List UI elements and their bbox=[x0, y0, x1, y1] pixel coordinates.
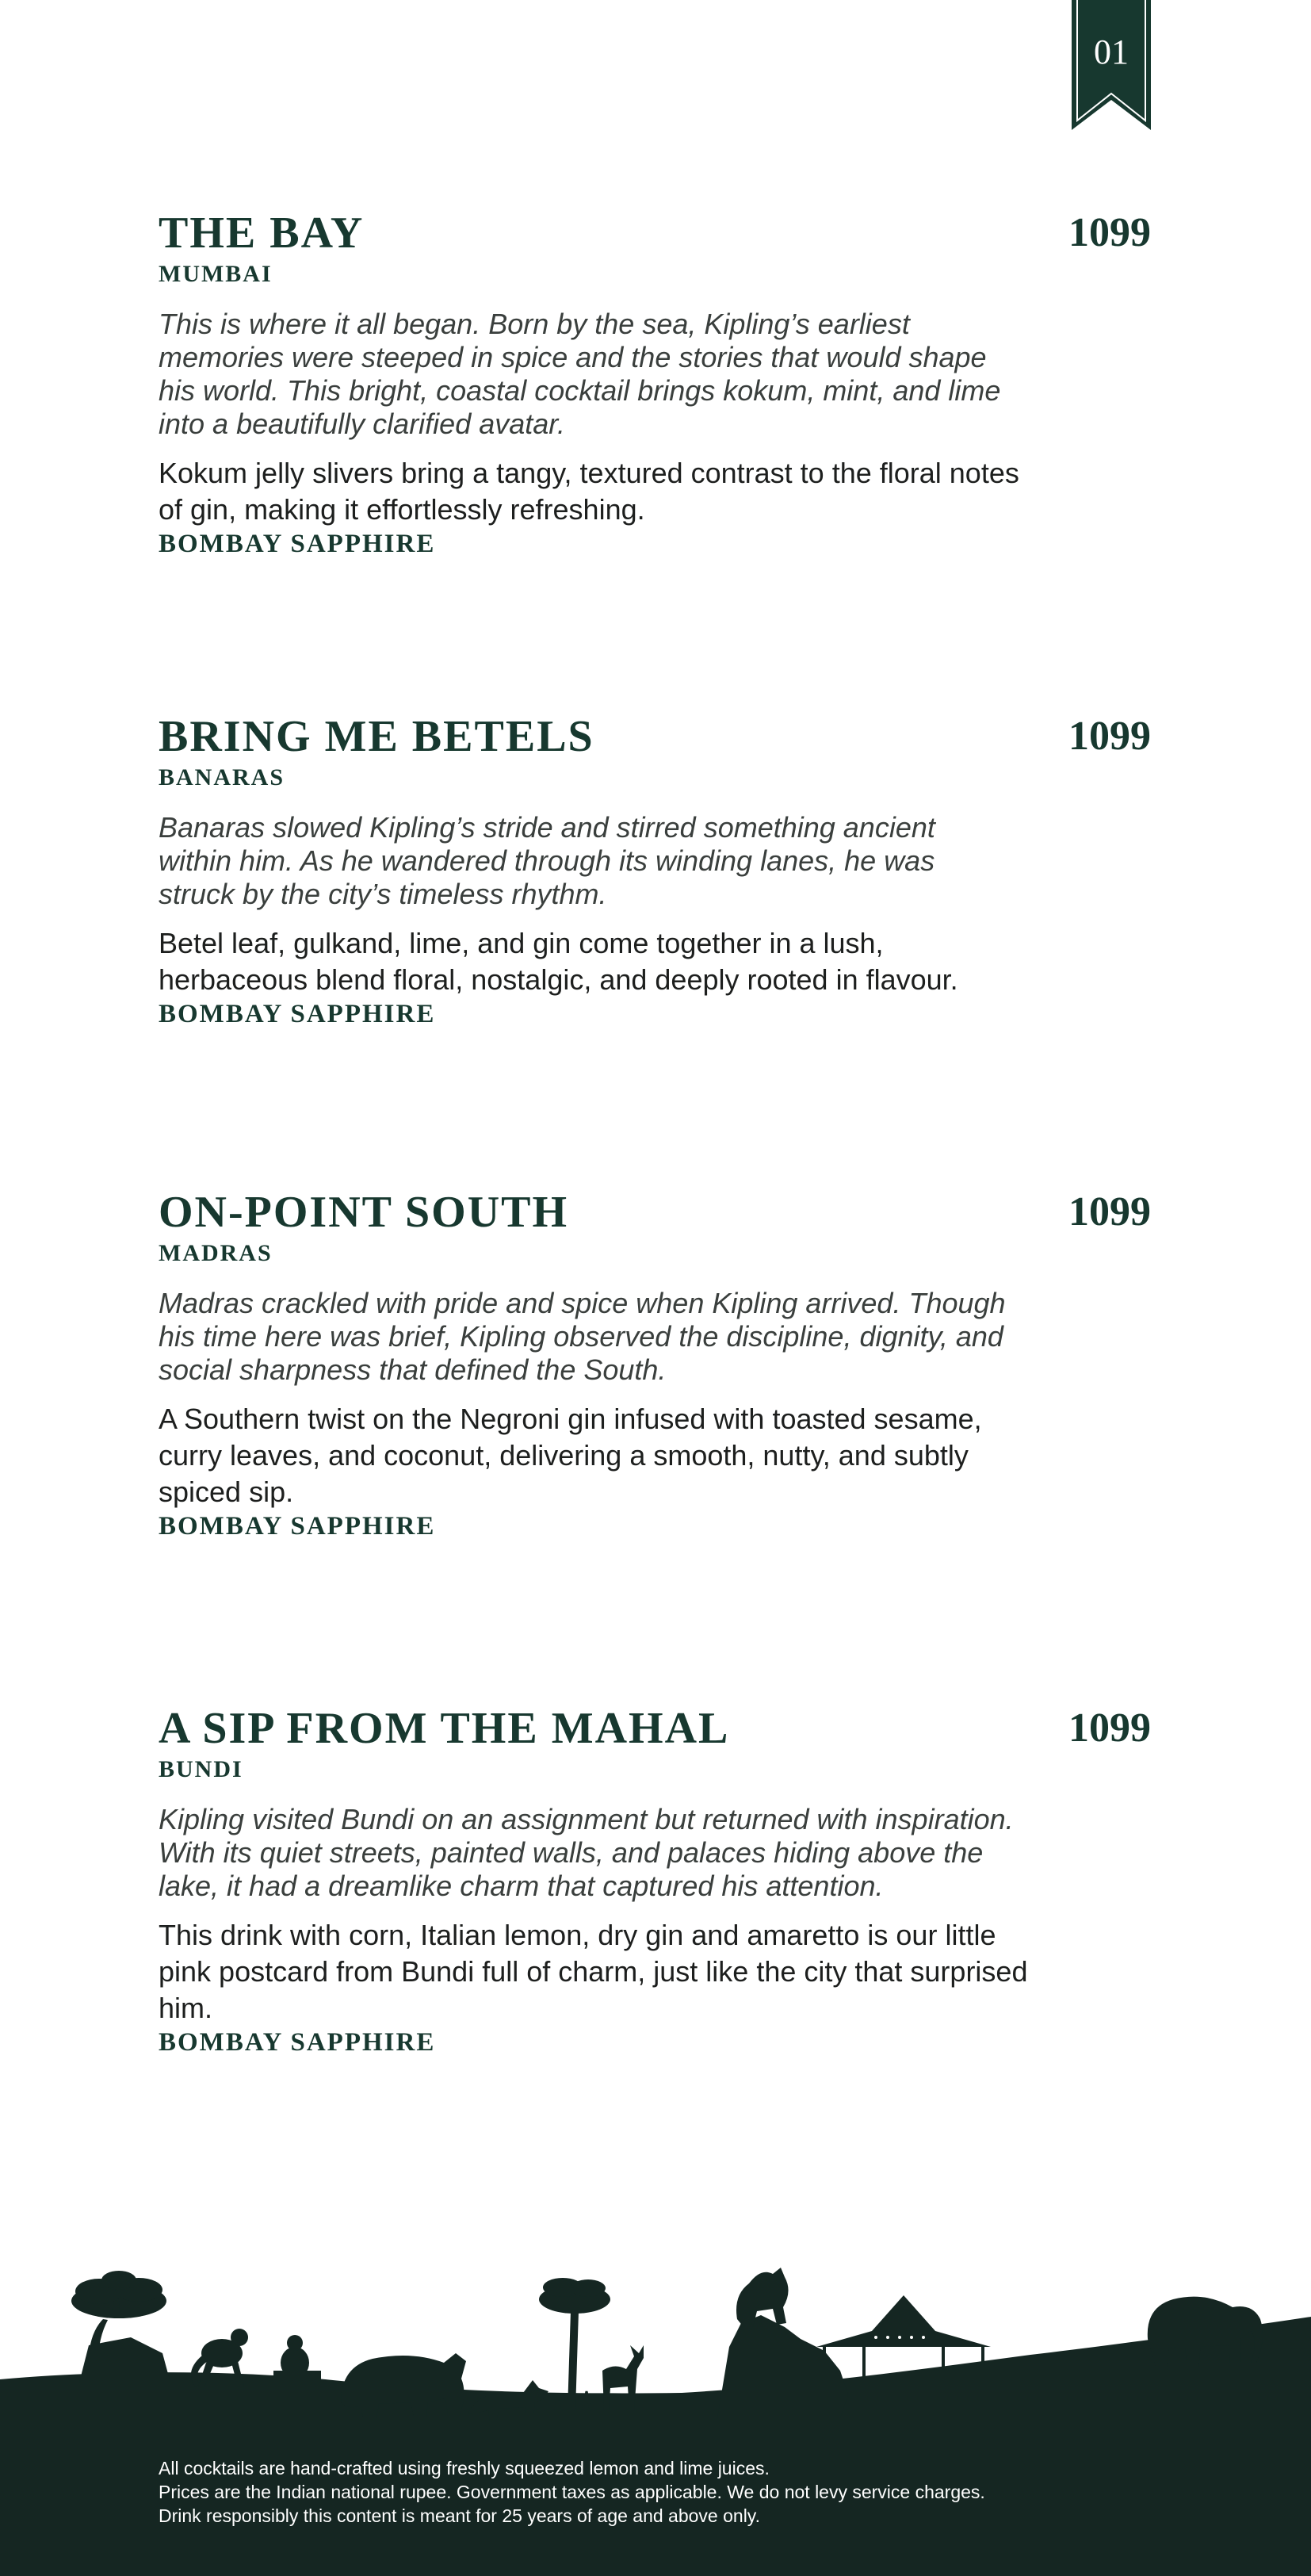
footer-notes bbox=[159, 2456, 1189, 2528]
item-description: This drink with corn, Italian lemon, dry gin and amaretto is our little pink postcard from Bundi full of charm, just like the city that surprised him. bbox=[159, 1919, 1028, 2024]
item-spirit: BOMBAY SAPPHIRE bbox=[159, 2028, 436, 2057]
item-spirit: BOMBAY SAPPHIRE bbox=[159, 1512, 436, 1541]
item-name: THE BAY bbox=[159, 209, 365, 258]
item-story: Madras crackled with pride and spice when Kipling arrived. Though his time here was brief, Kipling observed the discipline, dignity, and social sharpness that defined the South. bbox=[159, 1287, 1006, 1386]
item-price: 1099 bbox=[1068, 714, 1151, 759]
footer-note: All cocktails are hand-crafted using freshly squeezed lemon and lime juices. bbox=[159, 2458, 770, 2478]
menu-item bbox=[159, 1187, 1151, 1542]
item-price: 1099 bbox=[1068, 1189, 1151, 1234]
item-story: Banaras slowed Kipling’s stride and stirred something ancient within him. As he wandered through its winding lanes, he was struck by the city’s timeless rhythm. bbox=[159, 811, 935, 910]
item-city: MUMBAI bbox=[159, 261, 273, 287]
item-name: BRING ME BETELS bbox=[159, 712, 594, 761]
item-name: A SIP FROM THE MAHAL bbox=[159, 1704, 730, 1753]
item-price: 1099 bbox=[1068, 210, 1151, 255]
menu-item bbox=[159, 711, 1151, 1030]
page-number-ribbon bbox=[1072, 0, 1151, 130]
item-city: MADRAS bbox=[159, 1240, 273, 1266]
item-spirit: BOMBAY SAPPHIRE bbox=[159, 530, 436, 558]
item-description: Betel leaf, gulkand, lime, and gin come together in a lush, herbaceous blend floral, nostalgic, and deeply rooted in flavour. bbox=[159, 927, 958, 996]
item-spirit: BOMBAY SAPPHIRE bbox=[159, 1000, 436, 1028]
item-description: Kokum jelly slivers bring a tangy, textured contrast to the floral notes of gin, making it effortlessly refreshing. bbox=[159, 457, 1019, 526]
page-number: 01 bbox=[1094, 33, 1129, 71]
menu-item bbox=[159, 208, 1151, 560]
item-story: Kipling visited Bundi on an assignment but returned with inspiration. With its quiet streets, painted walls, and palaces hiding above the lake, it had a dreamlike charm that captured his attention. bbox=[159, 1803, 1014, 1902]
item-name: ON-POINT SOUTH bbox=[159, 1188, 569, 1237]
footer-note: Prices are the Indian national rupee. Government taxes as applicable. We do not levy service charges. bbox=[159, 2482, 985, 2502]
item-description: A Southern twist on the Negroni gin infused with toasted sesame, curry leaves, and coconut, delivering a smooth, nutty, and subtly spiced sip. bbox=[159, 1403, 982, 1508]
item-city: BUNDI bbox=[159, 1756, 243, 1782]
item-city: BANARAS bbox=[159, 764, 285, 790]
item-price: 1099 bbox=[1068, 1705, 1151, 1751]
footer-note: Drink responsibly this content is meant for 25 years of age and above only. bbox=[159, 2505, 760, 2526]
item-story: This is where it all began. Born by the sea, Kipling’s earliest memories were steeped in spice and the stories that would shape his world. This bright, coastal cocktail brings kokum, mint, and lime into a beautifully clarified avatar. bbox=[159, 308, 1001, 440]
menu-item bbox=[159, 1703, 1151, 2058]
